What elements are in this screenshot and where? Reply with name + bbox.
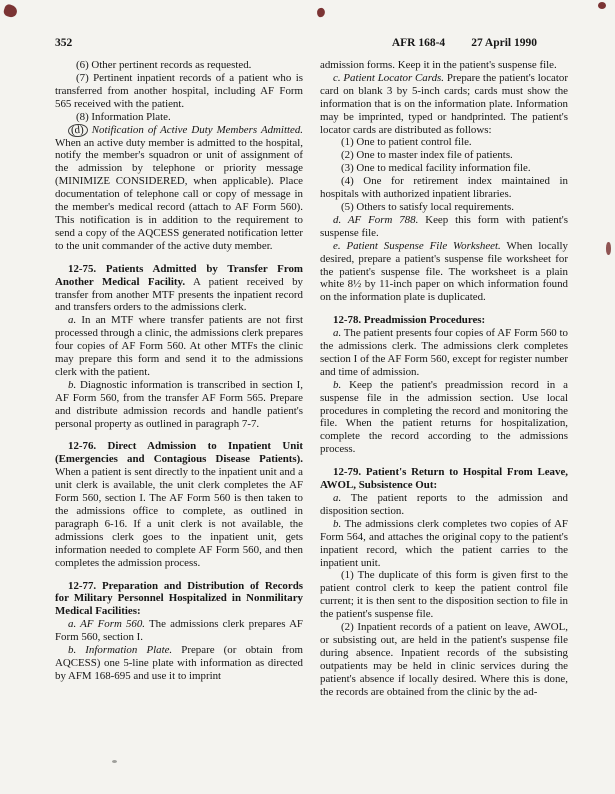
- text-segment: (1) One to patient control file.: [341, 136, 472, 149]
- paragraph: [320, 492, 568, 518]
- text-segment: a. AF Form 560.: [68, 618, 146, 631]
- scan-mark-top-right: [598, 2, 606, 9]
- text-segment: (3) One to medical facility information file.: [341, 162, 531, 175]
- scan-mark-right-edge: [606, 242, 611, 255]
- text-segment: Prepare (or obtain from AQCESS) one 5-line plate with information as directed by AFM 168-695 and use it to imprint: [55, 644, 303, 682]
- pencil-mark: [112, 760, 117, 763]
- paragraph: [320, 162, 568, 175]
- text-segment: c. Patient Locator Cards.: [333, 71, 444, 84]
- text-segment: b.: [68, 378, 77, 391]
- header-date: 27 April 1990: [471, 37, 537, 49]
- paragraph: [320, 136, 568, 149]
- paragraph: [55, 59, 303, 72]
- paragraph: [320, 379, 568, 456]
- paragraph: [320, 201, 568, 214]
- page-number: 352: [55, 37, 73, 49]
- left-column: [55, 59, 303, 699]
- paragraph: [55, 72, 303, 111]
- text-segment: a.: [68, 314, 77, 327]
- text-segment: A patient received by transfer from another MTF presents the inpatient record and transfers orders to the admissions clerk.: [55, 275, 303, 314]
- text-segment: b.: [333, 517, 342, 530]
- paragraph: [320, 518, 568, 570]
- text-segment: Keep this form with patient's suspense file.: [320, 213, 568, 239]
- paragraph: [320, 569, 568, 621]
- section-heading-paragraph: [320, 314, 568, 327]
- text-segment: The patient presents four copies of AF Form 560 to the admissions clerk. The admissions clerk completes section I of the AF Form 560, except for register number and time of admission.: [320, 327, 568, 378]
- text-segment: Notification of Active Duty Members Admitted.: [87, 123, 303, 136]
- scan-mark-top-center: [316, 7, 326, 17]
- text-segment: When a patient is sent directly to the inpatient unit and a unit clerk is available, the unit clerk completes the AF Form 560, section I. The AF Form 560 is then taken to the admissions office to complete, as outlined in paragraph 6-16. If a unit clerk is not available, the admissions clerk goes to the inpatient unit, gets information needed to complete AF Form 560, and then completes the admission process.: [55, 466, 303, 569]
- section-heading-paragraph: [55, 263, 303, 315]
- section-heading-paragraph: [55, 440, 303, 569]
- text-segment: b.: [333, 378, 342, 391]
- text-segment: d. AF Form 788.: [333, 213, 419, 226]
- paragraph: [55, 644, 303, 683]
- text-segment: (4) One for retirement index maintained in hospitals with authorized inpatient libraries.: [320, 175, 568, 201]
- text-segment: (8) Information Plate.: [76, 110, 171, 123]
- text-segment: In an MTF where transfer patients are not first processed through a clinic, the admissions clerk prepares four copies of AF Form 560. At other MTFs the clinic may prepare this form and send it to the admissions clerk with the patient.: [55, 314, 303, 378]
- text-segment: Diagnostic information is transcribed in section I, AF Form 560, from the transfer AF Form 565. Prepare and distribute admission records and handle patient's personal property as outlined in paragraph 7-7.: [55, 378, 303, 430]
- circled-annotation: (d): [68, 123, 89, 137]
- text-segment: The admissions clerk prepares AF Form 560, section I.: [55, 618, 303, 644]
- text-segment: (2) One to master index file of patients.: [341, 149, 513, 162]
- text-segment: 12-79. Patient's Return to Hospital From Leave, AWOL, Subsistence Out:: [320, 466, 568, 492]
- text-segment: 12-75. Patients Admitted by Transfer From Another Medical Facility.: [55, 262, 303, 288]
- text-segment: Prepare the patient's locator card on blank 3 by 5-inch cards; cards must show the information that is on the information plate. Information may be imprinted, typed or handprinted. The patient's locator cards are distributed as follows:: [320, 71, 568, 136]
- text-segment: (2) Inpatient records of a patient on leave, AWOL, or subsisting out, are held in the patient's suspense file during absence. Inpatient records of the subsisting outpatients may be held in clinic services during the patient's absence if locally desired. Where this is done, the records are obtained from the clinic by the ad-: [320, 621, 568, 698]
- paragraph: [55, 314, 303, 379]
- text-segment: (7) Pertinent inpatient records of a patient who is transferred from another hospital, including AF Form 565 received with the patient.: [55, 71, 303, 110]
- text-segment: When an active duty member is admitted to the hospital, notify the member's squadron or unit of assignment of the admission by telephone or priority message (MINIMIZE CONSIDERED, when applicable). Place documentation of telephone call or copy of message in the member's medical record (attach to AF Form 560). This notification is in addition to the requirement to send a copy of the AQCESS generated notification letter to the unit commander of the active duty member.: [55, 136, 303, 252]
- paragraph: [320, 621, 568, 698]
- paragraph: [55, 124, 303, 253]
- section-heading-paragraph: [320, 466, 568, 492]
- text-segment: The admissions clerk completes two copies of AF Form 564, and attaches the original copy to the patient's inpatient record, which the patient carries to the inpatient unit.: [320, 517, 568, 569]
- paragraph: [320, 72, 568, 137]
- text-segment: 12-77. Preparation and Distribution of Records for Military Personnel Hospitalized in Nonmilitary Medical Facilities:: [55, 579, 303, 618]
- paragraph: [320, 214, 568, 240]
- paragraph: [55, 379, 303, 431]
- text-segment: When locally desired, prepare a patient's suspense file worksheet for the patient's suspense file. The worksheet is a plain white 8½ by 11-inch paper on which information found on the information plate is duplicated.: [320, 239, 569, 304]
- page-header: [55, 37, 537, 49]
- text-segment: e. Patient Suspense File Worksheet.: [333, 239, 501, 252]
- header-right-group: [392, 37, 537, 49]
- paragraph: [320, 149, 568, 162]
- page-body: [55, 59, 568, 699]
- text-segment: admission forms. Keep it in the patient's suspense file.: [320, 59, 557, 71]
- text-segment: 12-76. Direct Admission to Inpatient Unit (Emergencies and Contagious Disease Patients).: [55, 440, 303, 466]
- paragraph: [320, 240, 568, 305]
- text-segment: Keep the patient's preadmission record in a suspense file in the admission section. Use local procedures in completing the record and monitoring the file. When the patient returns for hospitalization, complete the record according to the admissions process.: [320, 378, 568, 456]
- text-segment: b. Information Plate.: [68, 644, 173, 657]
- paragraph: [320, 59, 568, 72]
- paragraph: [55, 618, 303, 644]
- document-id: AFR 168-4: [391, 37, 446, 49]
- text-segment: 12-78. Preadmission Procedures:: [333, 314, 486, 327]
- paragraph: [320, 175, 568, 201]
- paragraph: [55, 111, 303, 124]
- scan-mark-top-left: [2, 3, 18, 18]
- paragraph: [320, 327, 568, 379]
- text-segment: The patient reports to the admission and disposition section.: [320, 492, 568, 517]
- text-segment: (6) Other pertinent records as requested.: [76, 59, 252, 71]
- right-column: [320, 59, 568, 699]
- text-segment: (5) Others to satisfy local requirements.: [341, 200, 514, 213]
- text-segment: (1) The duplicate of this form is given first to the patient control clerk to keep the patient control file current; it is then sent to the disposition section to file in the patient's suspense file.: [320, 569, 568, 621]
- text-segment: a.: [333, 492, 342, 504]
- section-heading-paragraph: [55, 580, 303, 619]
- text-segment: a.: [333, 327, 342, 340]
